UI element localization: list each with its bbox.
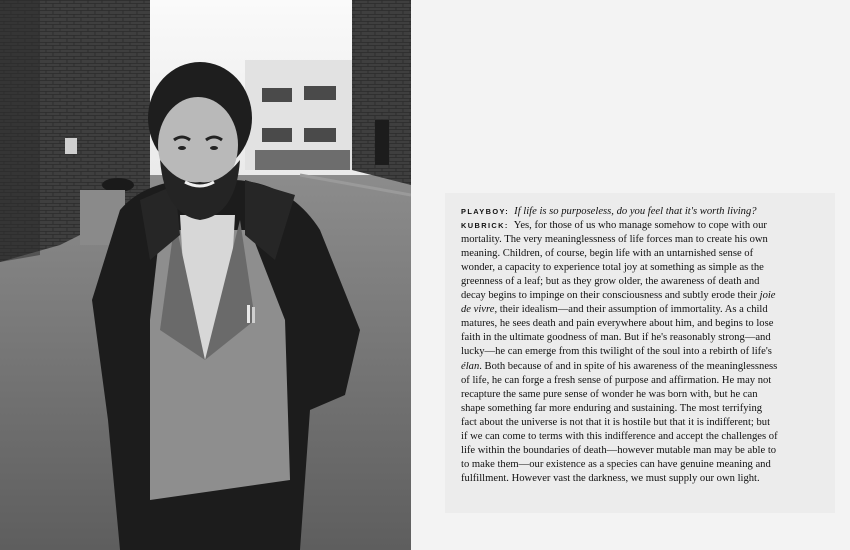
photograph	[0, 0, 411, 550]
answer-line: to make them—our existence as a species can have genuine meaning and	[461, 458, 771, 470]
photo-illustration	[0, 0, 411, 550]
italic-phrase: élan	[461, 360, 480, 372]
question-text: If life is so purposeless, do you feel that it's worth living?	[514, 206, 757, 217]
question-speaker: PLAYBOY:	[461, 207, 510, 216]
answer-line: mortality. The very meaninglessness of life forces man to create his own	[461, 234, 768, 246]
answer-line: fact about the universe is not that it is hostile but that it is indifferent; but	[461, 416, 771, 428]
answer-line: lucky—he can emerge from this twilight of the soul into a rebirth of life's	[461, 346, 772, 358]
italic-phrase: de vivre	[461, 304, 495, 316]
answer-line	[461, 219, 811, 233]
answer-line: faith in the ultimate goodness of man. But if he's reasonably strong—and	[461, 332, 771, 344]
answer-text: , their idealism—and their assumption of immortality. As a child	[494, 304, 768, 316]
answer-line: fulfillment. However vast the darkness, we must supply our own light.	[461, 472, 760, 484]
answer-text: . Both because of and in spite of his awareness of the meaninglessness	[479, 360, 778, 372]
answer-line: shape something far more enduring and sustaining. The most terrifying	[461, 402, 763, 414]
answer-line: wonder, a capacity to experience total joy at something as simple as the	[461, 262, 764, 274]
answer-line: if we can come to terms with this indifference and accept the challenges of	[461, 430, 778, 442]
answer-line: life within the boundaries of death—however mutable man may be able to	[461, 444, 777, 456]
answer-line	[461, 303, 811, 317]
answer-line: greenness of a leaf; but as they grow older, the awareness of death and	[461, 276, 760, 288]
answer-line	[461, 360, 811, 374]
answer-line: recapture the same pure sense of wonder he was born with, but he can	[461, 388, 758, 400]
question-line	[461, 205, 811, 219]
answer-line: matures, he sees death and pain everywhere about him, and begins to lose	[461, 318, 774, 330]
answer-text: Yes, for those of us who manage somehow to cope with our	[513, 220, 767, 232]
answer-line: of life, he can forge a fresh sense of purpose and affirmation. He may not	[461, 374, 772, 386]
answer-text: decay begins to impinge on their consciousness and subtly erode their	[461, 290, 757, 302]
interview-excerpt	[461, 205, 811, 486]
answer-line: meaning. Children, of course, begin life with an untarnished sense of	[461, 248, 754, 260]
answer-line	[461, 289, 811, 303]
italic-phrase: joie	[759, 290, 776, 302]
answer-speaker: KUBRICK:	[461, 221, 509, 231]
